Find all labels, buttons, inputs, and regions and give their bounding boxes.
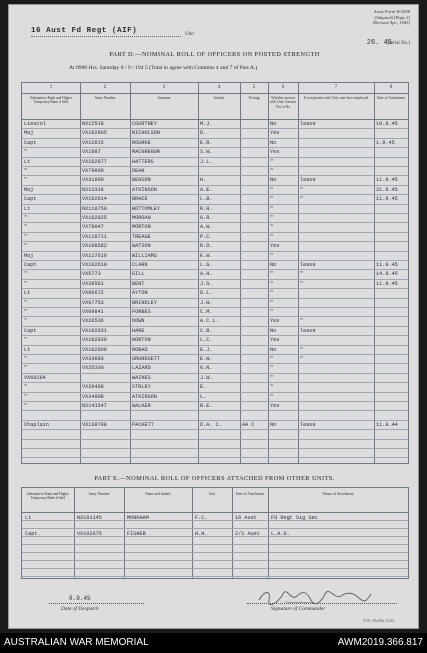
part-d-cell-name: DOWN xyxy=(132,318,145,325)
part-d-row xyxy=(22,347,408,356)
part-e-cell-unit: H.H. xyxy=(195,531,208,537)
part-d-cell-init: R.D. xyxy=(200,243,213,250)
part-d-cell-pres: " xyxy=(270,233,274,240)
part-d-column-header: Army Number xyxy=(94,96,116,100)
part-d-cell-name: HARE xyxy=(132,327,145,334)
part-d-cell-rank: Lt xyxy=(24,158,31,165)
part-d-cell-name: PACKETT xyxy=(132,421,154,428)
part-d-row xyxy=(22,149,408,158)
part-d-cell-rank: " xyxy=(24,149,28,156)
part-d-cell-date: 11.8.44 xyxy=(376,421,398,428)
dispatch-label: Date of Despatch xyxy=(61,606,99,612)
part-d-cell-num: VX79047 xyxy=(82,224,104,231)
part-d-column-header: If not present with Unit, state how employed xyxy=(303,96,369,100)
part-d-cell-init: E.R. xyxy=(200,139,213,146)
part-d-cell-rank: " xyxy=(24,356,28,362)
printer-code: N.W. 39a Mis 12/44 xyxy=(363,619,394,623)
part-d-row xyxy=(22,375,408,384)
part-d-row xyxy=(22,196,408,205)
part-d-cell-name: TREAGE xyxy=(132,233,151,240)
part-d-row xyxy=(22,140,408,149)
part-d-column-header: Posting xyxy=(248,96,260,100)
part-e-cell-num: VX102675 xyxy=(77,531,102,537)
part-d-cell-pres: " xyxy=(270,365,274,372)
part-d-cell-rank: Maj xyxy=(24,130,34,137)
part-d-header-rule xyxy=(22,93,408,94)
part-d-title: PART D.—NOMINAL ROLL OF OFFICERS ON POSTED STRENGTH xyxy=(109,51,320,58)
part-e-cell-date: 16 Aust xyxy=(235,515,257,521)
part-d-cell-rank: Lt xyxy=(24,290,31,297)
part-d-row xyxy=(22,394,408,403)
part-d-cell-name: AYTON xyxy=(132,290,148,297)
part-d-cell-rank: Maj xyxy=(24,186,34,193)
part-e-row-rule xyxy=(22,560,408,561)
part-d-cell-init: E.W. xyxy=(200,356,213,362)
part-d-row-rule xyxy=(22,439,408,440)
part-e-cell-nature: Fd Regt Sig Sec xyxy=(271,515,318,521)
part-d-cell-name: GILL xyxy=(132,271,145,278)
part-d-cell-emp: leave xyxy=(300,327,316,334)
part-d-cell-num: VX99841 xyxy=(82,309,104,315)
part-d-cell-emp: " xyxy=(300,356,304,362)
part-d-cell-num: VX119711 xyxy=(82,233,107,240)
part-d-column-number: 2 xyxy=(103,85,107,90)
part-d-cell-init: D.A. C. xyxy=(200,421,222,428)
part-d-cell-date: 11.9.45 xyxy=(376,196,398,203)
part-d-cell-init: H. xyxy=(200,177,207,184)
part-e-cell-num: NX191145 xyxy=(77,515,102,521)
part-d-row xyxy=(22,253,408,262)
part-d-cell-pres: No xyxy=(270,139,277,146)
part-e-cell-nature: L.A.D. xyxy=(271,531,290,537)
archive-reference: AWM2019.366.817 xyxy=(337,637,423,648)
part-d-cell-init: J.L. xyxy=(200,158,213,165)
part-d-column-header: Surname xyxy=(157,96,171,100)
part-d-cell-init: P.C. xyxy=(200,233,213,240)
part-d-cell-rank: Chaplain xyxy=(24,421,49,428)
part-d-cell-pres: No xyxy=(270,346,277,353)
part-d-cell-num: VX39561 xyxy=(82,280,104,287)
part-d-cell-name: WALKER xyxy=(132,403,151,409)
part-d-cell-num: NX13318 xyxy=(82,186,104,193)
part-d-cell-init: D. xyxy=(200,130,207,137)
part-d-cell-emp: " xyxy=(300,346,304,353)
part-d-row xyxy=(22,384,408,393)
part-d-cell-name: ROURKE xyxy=(132,139,151,146)
part-e-column-header: Date of Attachment xyxy=(235,492,265,496)
part-d-cell-num: NX12518 xyxy=(82,121,104,127)
part-d-cell-init: J.G. xyxy=(200,280,213,287)
part-d-row xyxy=(22,337,408,346)
part-d-column-header: Initials xyxy=(214,96,224,100)
part-d-cell-num: VX96672 xyxy=(82,290,104,297)
part-e-row-rule xyxy=(22,568,408,569)
part-d-row xyxy=(22,234,408,243)
part-d-cell-pres: Yes xyxy=(270,149,280,156)
part-e-cell-name: FISHER xyxy=(127,531,146,537)
part-d-cell-pres: " xyxy=(270,290,274,297)
part-e-row-rule xyxy=(22,576,408,577)
part-d-cell-init: L.B. xyxy=(200,196,213,203)
part-d-cell-pres: " xyxy=(270,299,274,306)
part-e-cell-date: 2/1 Aust xyxy=(235,531,260,537)
part-d-row-rule xyxy=(22,457,408,458)
part-d-cell-init: C.B. xyxy=(200,327,213,334)
part-d-cell-num: VX31800 xyxy=(82,177,104,184)
part-d-cell-rank: Capt xyxy=(24,327,37,334)
part-d-cell-name: BRACE xyxy=(132,196,148,203)
part-d-cell-rank: " xyxy=(24,299,28,306)
part-d-cell-name: MACGREGOR xyxy=(132,149,161,156)
part-d-cell-emp: leave xyxy=(300,177,316,184)
part-d-cell-emp: " xyxy=(300,186,304,193)
part-d-cell-num: NX141547 xyxy=(82,403,107,409)
part-d-cell-pres: " xyxy=(270,384,274,391)
part-d-cell-pres: " xyxy=(270,196,274,203)
part-d-row xyxy=(22,224,408,233)
part-d-cell-init: L. xyxy=(200,393,207,400)
part-d-cell-rank: " xyxy=(24,365,28,372)
part-d-row xyxy=(22,412,408,421)
part-d-cell-pres: " xyxy=(270,374,274,381)
part-d-cell-date: 10.8.45 xyxy=(376,121,398,127)
form-ref-line-3: (Revised Apr., 1943) xyxy=(372,20,410,26)
part-d-row xyxy=(22,187,408,196)
part-d-cell-rank: Lt xyxy=(24,346,31,353)
part-d-row xyxy=(22,159,408,168)
part-e-cell-rank: Lt xyxy=(25,515,32,521)
part-d-cell-init: L.C. xyxy=(200,337,213,344)
part-d-cell-rank: Capt xyxy=(24,196,37,203)
part-d-cell-name: WATSON xyxy=(132,243,151,250)
part-d-cell-name: ATKINSON xyxy=(132,186,157,193)
part-d-cell-num: VX12815 xyxy=(82,139,104,146)
part-d-cell-num: VX102831 xyxy=(82,327,107,334)
part-e-cell-rank: Capt. xyxy=(25,531,41,537)
part-d-cell-name: NICHOLSON xyxy=(132,130,161,137)
part-d-row xyxy=(22,290,408,299)
unit-underline xyxy=(31,36,181,37)
part-d-cell-num: VX102877 xyxy=(82,158,107,165)
serial-number: 26. 45 xyxy=(366,39,392,47)
part-d-cell-emp: leave xyxy=(300,262,316,268)
part-d-cell-pres: No xyxy=(270,177,277,184)
part-d-cell-date: 14.9.45 xyxy=(376,271,398,278)
part-d-cell-pres: No xyxy=(270,421,277,428)
part-d-column-number: 7 xyxy=(334,85,338,90)
part-d-cell-name: HATTERS xyxy=(132,158,154,165)
part-d-cell-emp: " xyxy=(300,318,304,325)
part-d-cell-date: 11.9.45 xyxy=(376,177,398,184)
part-d-cell-date: 1.9.45 xyxy=(376,139,395,146)
part-e-cell-unit: F.C. xyxy=(195,515,208,521)
part-d-cell-num: VX97753 xyxy=(82,299,104,306)
part-d-cell-pres: " xyxy=(270,309,274,315)
part-d-cell-emp: " xyxy=(300,196,304,203)
part-d-column-number: 1 xyxy=(49,85,53,90)
part-d-header-rule xyxy=(22,119,408,120)
part-d-cell-init: D.L. xyxy=(200,290,213,297)
form-reference xyxy=(320,9,410,26)
part-d-cell-rank: VX60284 xyxy=(24,374,46,381)
part-d-cell-init: G.R. xyxy=(200,215,213,221)
part-d-cell-pres: " xyxy=(270,252,274,259)
part-d-column-header: Whether present with Unit. Answer Yes or No xyxy=(269,96,297,109)
part-d-cell-rank: " xyxy=(24,233,28,240)
part-d-cell-num: VX138798 xyxy=(82,421,107,428)
part-d-cell-rank: " xyxy=(24,177,28,184)
part-e-column-header: Name and Initials xyxy=(145,492,171,496)
part-d-cell-init: G.N. xyxy=(200,365,213,372)
part-d-cell-num: VX35330 xyxy=(82,365,104,372)
part-d-cell-pres: No xyxy=(270,327,277,334)
part-d-cell-emp: leave xyxy=(300,121,316,127)
part-d-cell-pres: Yes xyxy=(270,403,280,409)
part-d-cell-name: WILLIAMS xyxy=(132,252,157,259)
part-d-cell-num: VX34908 xyxy=(82,393,104,400)
part-d-cell-name: BENSON xyxy=(132,177,151,184)
part-d-cell-name: GRUNDSETT xyxy=(132,356,161,362)
part-d-cell-rank: Capt xyxy=(24,139,37,146)
part-d-column-header: Date of Attachment xyxy=(376,96,406,100)
part-d-cell-name: FORBES xyxy=(132,309,151,315)
part-d-cell-rank: " xyxy=(24,309,28,315)
signature-underline xyxy=(247,603,397,604)
part-d-cell-num: VX102825 xyxy=(82,215,107,221)
part-d-cell-num: VX5773 xyxy=(82,271,101,278)
part-d-cell-init: A.W. xyxy=(200,224,213,231)
part-d-cell-pres: " xyxy=(270,205,274,212)
part-d-cell-num: VX102839 xyxy=(82,337,107,344)
part-d-cell-date: 31.8.45 xyxy=(376,186,398,193)
part-d-cell-emp: " xyxy=(300,280,304,287)
part-d-cell-name: NORTON xyxy=(132,337,151,344)
part-d-row xyxy=(22,271,408,280)
part-d-cell-pres: " xyxy=(270,168,274,174)
part-d-cell-num: VX79800 xyxy=(82,168,104,174)
part-d-row xyxy=(22,177,408,186)
part-d-cell-init: E. xyxy=(200,384,207,391)
part-d-row xyxy=(22,243,408,252)
part-d-column-number: 3 xyxy=(162,85,166,90)
signature-label: Signature of Commander xyxy=(271,606,326,612)
part-d-cell-name: BENT xyxy=(132,280,145,287)
part-d-row xyxy=(22,365,408,374)
form-ref-line-1: Army Form W.3008 xyxy=(373,9,410,14)
part-d-cell-name: WAINES xyxy=(132,374,151,381)
part-d-cell-init: R.H. xyxy=(200,205,213,212)
part-d-cell-rank: " xyxy=(24,318,28,325)
part-d-cell-name: BOTTOMLEY xyxy=(132,205,161,212)
serial-label: (Serial No.) xyxy=(386,41,410,46)
part-d-row xyxy=(22,318,408,327)
part-d-date-line: At 0900 Hrs. Saturday 8 / 9 / 194 5 (Total to agree with Columns 4 and 7 of Part A.) xyxy=(69,65,258,71)
part-d-cell-num: NX119750 xyxy=(82,205,107,212)
part-d-cell-date: 11.9.45 xyxy=(376,262,398,268)
part-d-cell-init: C.M. xyxy=(200,309,213,315)
part-d-cell-rank: Capt xyxy=(24,262,37,268)
part-d-cell-rank: " xyxy=(24,384,28,391)
part-d-column-number: 6 xyxy=(281,85,285,90)
part-d-cell-num: VX33683 xyxy=(82,356,104,362)
part-e-row xyxy=(22,531,408,539)
part-d-cell-name: LAZARD xyxy=(132,365,151,372)
document-page xyxy=(8,4,419,629)
part-d-cell-pres: " xyxy=(270,186,274,193)
archive-institution: AUSTRALIAN WAR MEMORIAL xyxy=(4,637,149,648)
part-d-cell-rank: " xyxy=(24,337,28,344)
part-d-row xyxy=(22,262,408,271)
part-d-cell-name: MORTON xyxy=(132,224,151,231)
part-e-title: PART E.—NOMINAL ROLL OF OFFICERS ATTACHED FROM OTHER UNITS. xyxy=(94,475,335,482)
part-d-cell-name: BRINDLEY xyxy=(132,299,157,306)
part-d-cell-init: R.E. xyxy=(200,403,213,409)
part-d-cell-num: VX102605 xyxy=(82,130,107,137)
part-d-cell-init: E.J. xyxy=(200,346,213,353)
part-d-row xyxy=(22,281,408,290)
part-d-row xyxy=(22,215,408,224)
part-d-cell-name: ATKINSON xyxy=(132,393,157,400)
part-d-cell-pres: Yes xyxy=(270,130,280,137)
part-d-cell-name: MORGAN xyxy=(132,215,151,221)
part-d-cell-pres: " xyxy=(270,158,274,165)
part-d-cell-date: 11.9.45 xyxy=(376,280,398,287)
part-d-cell-init: J.W. xyxy=(200,374,213,381)
part-e-column-header: Army Number xyxy=(88,492,110,496)
part-d-cell-num: VX102614 xyxy=(82,196,107,203)
part-d-column-number: 4 xyxy=(217,85,221,90)
part-d-cell-init: A.H. xyxy=(200,271,213,278)
part-d-cell-pres: " xyxy=(270,271,274,278)
part-d-cell-rank: Maj xyxy=(24,252,34,259)
part-d-cell-rank: " xyxy=(24,243,28,250)
part-d-cell-name: ROBAD xyxy=(132,346,148,353)
part-d-cell-rank: " xyxy=(24,403,28,409)
part-e-cell-name: MONKHAM xyxy=(127,515,149,521)
part-d-cell-pres: Yes xyxy=(270,318,280,325)
part-d-table xyxy=(21,82,409,464)
part-d-cell-name: CLARK xyxy=(132,262,148,268)
archive-footer xyxy=(0,633,427,653)
part-e-row-rule xyxy=(22,552,408,553)
part-d-cell-num: VX26468 xyxy=(82,384,104,391)
part-e-column-header: Unit xyxy=(208,492,216,496)
part-d-cell-init: J.W. xyxy=(200,299,213,306)
part-d-cell-emp: " xyxy=(300,271,304,278)
part-d-cell-pres: " xyxy=(270,393,274,400)
part-d-cell-emp: leave xyxy=(300,421,316,428)
part-d-column-number: 5 xyxy=(252,85,256,90)
part-d-cell-rank: " xyxy=(24,215,28,221)
part-d-row xyxy=(22,300,408,309)
part-d-cell-num: VX1987 xyxy=(82,149,101,156)
part-d-cell-num: VX26536 xyxy=(82,318,104,325)
part-e-table xyxy=(21,487,409,579)
part-e-row-rule xyxy=(22,528,408,529)
part-d-cell-pres: " xyxy=(270,280,274,287)
part-e-column-header: Nature of Attachment xyxy=(322,492,354,496)
part-d-cell-rank: " xyxy=(24,393,28,400)
part-d-cell-rank: " xyxy=(24,280,28,287)
part-d-row xyxy=(22,328,408,337)
part-e-row-rule xyxy=(22,544,408,545)
part-d-cell-num: VX108582 xyxy=(82,243,107,250)
part-d-cell-init: A.E. xyxy=(200,186,213,193)
part-d-cell-num: VX102609 xyxy=(82,346,107,353)
part-d-cell-rank: " xyxy=(24,271,28,278)
part-d-column-number: 8 xyxy=(389,85,393,90)
part-d-cell-post: AA C xyxy=(242,421,255,428)
part-d-cell-init: M.J. xyxy=(200,121,213,127)
part-d-row xyxy=(22,309,408,318)
part-d-cell-init: S.W. xyxy=(200,149,213,156)
part-d-cell-pres: Yes xyxy=(270,243,280,250)
part-d-cell-num: VX102619 xyxy=(82,262,107,268)
part-d-cell-rank: Lieucol xyxy=(24,121,46,127)
part-d-cell-pres: " xyxy=(270,224,274,231)
part-d-cell-pres: No xyxy=(270,262,277,268)
part-e-column-header: Substantive Rank and Higher Temporary Rank if held xyxy=(26,492,70,501)
part-d-row xyxy=(22,121,408,130)
part-d-cell-name: COURTNEY xyxy=(132,121,157,127)
part-e-row xyxy=(22,515,408,523)
part-d-column-header: Substantive Rank and Higher Temporary Rank if held xyxy=(29,96,73,105)
part-d-cell-rank: " xyxy=(24,168,28,174)
part-d-cell-pres: " xyxy=(270,215,274,221)
part-d-cell-rank: Lt xyxy=(24,205,31,212)
part-d-cell-num: VX117619 xyxy=(82,252,107,259)
part-d-cell-pres: Yes xyxy=(270,337,280,344)
part-d-cell-init: L.G. xyxy=(200,262,213,268)
part-d-cell-rank: " xyxy=(24,224,28,231)
part-d-cell-pres: No xyxy=(270,121,277,127)
unit-name: 16 Aust Fd Regt (AIF) xyxy=(31,27,138,35)
form-ref-line-2: (Adapted) (Page 2) xyxy=(374,14,410,20)
part-d-row xyxy=(22,206,408,215)
part-d-cell-pres: " xyxy=(270,356,274,362)
dispatch-date: 8.9.45 xyxy=(69,595,91,602)
unit-label: Unit xyxy=(185,32,194,37)
part-d-row xyxy=(22,130,408,139)
part-d-cell-init: A.C.L. xyxy=(200,318,219,325)
part-d-row xyxy=(22,168,408,177)
dispatch-underline xyxy=(49,603,144,604)
part-d-row xyxy=(22,356,408,365)
part-d-row xyxy=(22,403,408,412)
part-d-cell-name: DEAN xyxy=(132,168,145,174)
part-e-header-rule xyxy=(22,512,408,513)
part-d-row xyxy=(22,422,408,431)
part-d-cell-init: E.W. xyxy=(200,252,213,259)
part-d-row-rule xyxy=(22,448,408,449)
part-d-cell-name: STRLEY xyxy=(132,384,151,391)
